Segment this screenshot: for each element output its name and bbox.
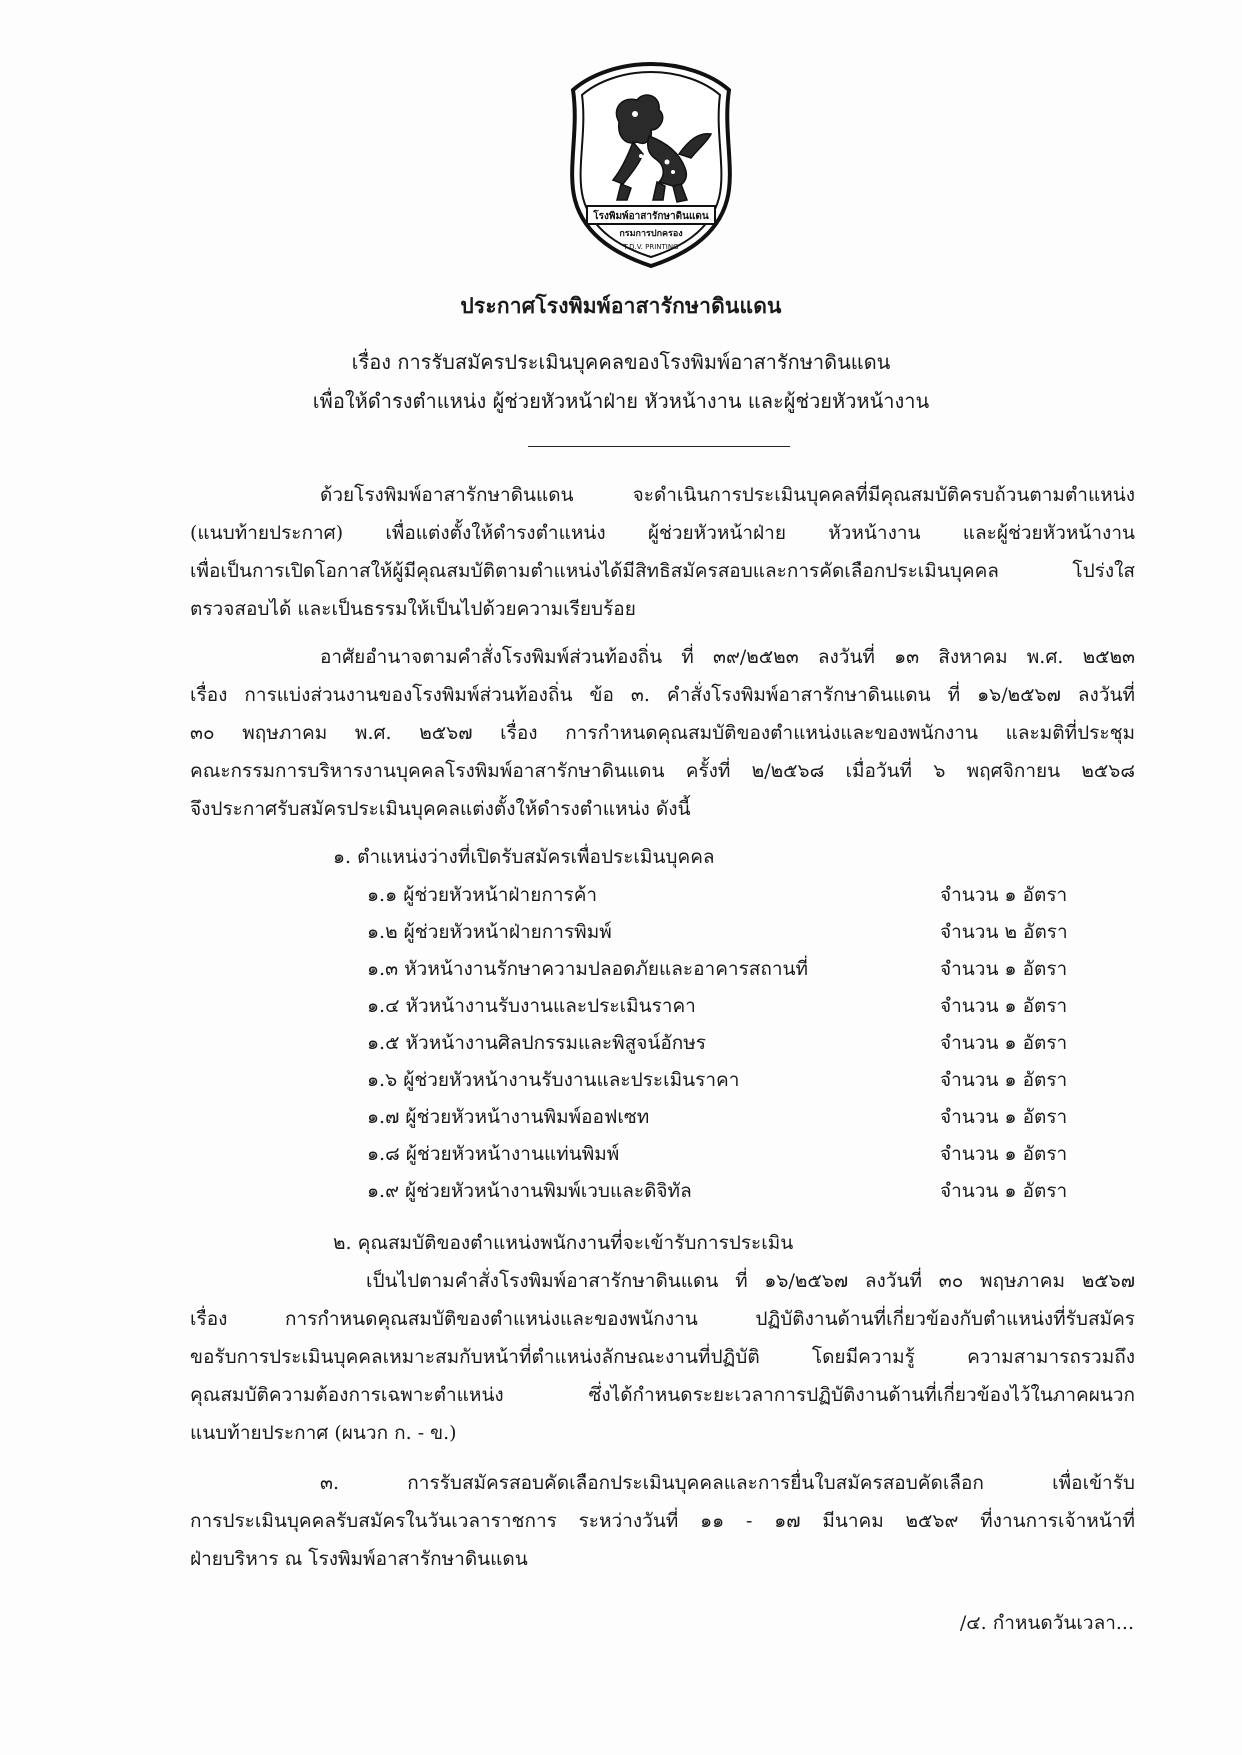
title-divider xyxy=(528,446,790,447)
vacancy-item-count: จำนวน ๒ อัตรา xyxy=(940,921,1068,943)
subject-line-1: เรื่อง การรับสมัครประเมินบุคคลของโรงพิมพ์อาสารักษาดินแดน xyxy=(351,350,891,374)
section3-line: ฝ่ายบริหาร ณ โรงพิมพ์อาสารักษาดินแดน xyxy=(190,1548,528,1570)
paragraph1-line: (แนบท้ายประกาศ) เพื่อแต่งตั้งให้ดำรงตำแหน่ง ผู้ช่วยหัวหน้าฝ่าย หัวหน้างาน และผู้ช่วยหัวหน้างาน xyxy=(190,522,1135,544)
vacancy-item-label: ๑.๙ ผู้ช่วยหัวหน้างานพิมพ์เวบและดิจิทัล xyxy=(367,1180,692,1202)
section3-line: การประเมินบุคคลรับสมัครในวันเวลาราชการ ระหว่างวันที่ ๑๑ - ๑๗ มีนาคม ๒๕๖๙ ที่งานการเจ้าหน้าที่ xyxy=(190,1510,1135,1532)
emblem-text-bottom: T.D.V. PRINTING xyxy=(623,243,679,251)
vacancy-item-label: ๑.๘ ผู้ช่วยหัวหน้างานแท่นพิมพ์ xyxy=(367,1143,620,1165)
subject-line-2: เพื่อให้ดำรงตำแหน่ง ผู้ช่วยหัวหน้าฝ่าย หัวหน้างาน และผู้ช่วยหัวหน้างาน xyxy=(312,389,930,413)
emblem-seal-icon xyxy=(561,60,741,270)
paragraph2-line: อาศัยอำนาจตามคำสั่งโรงพิมพ์ส่วนท้องถิ่น ที่ ๓๙/๒๕๒๓ ลงวันที่ ๑๓ สิงหาคม พ.ศ. ๒๕๒๓ xyxy=(320,646,1135,668)
vacancy-item-label: ๑.๓ หัวหน้างานรักษาความปลอดภัยและอาคารสถานที่ xyxy=(367,958,809,980)
section1-heading: ๑. ตำแหน่งว่างที่เปิดรับสมัครเพื่อประเมินบุคคล xyxy=(333,846,715,868)
emblem-text-top: โรงพิมพ์อาสารักษาดินแดน xyxy=(593,211,709,222)
section2-line: แนบท้ายประกาศ (ผนวก ก. - ข.) xyxy=(190,1422,457,1444)
vacancy-item-label: ๑.๖ ผู้ช่วยหัวหน้างานรับงานและประเมินราคา xyxy=(367,1069,740,1091)
vacancy-item-label: ๑.๒ ผู้ช่วยหัวหน้าฝ่ายการพิมพ์ xyxy=(367,921,612,943)
paragraph1-line: ด้วยโรงพิมพ์อาสารักษาดินแดน จะดำเนินการประเมินบุคคลที่มีคุณสมบัติครบถ้วนตามตำแหน่ง xyxy=(320,484,1135,506)
section2-line: เป็นไปตามคำสั่งโรงพิมพ์อาสารักษาดินแดน ที่ ๑๖/๒๕๖๗ ลงวันที่ ๓๐ พฤษภาคม ๒๕๖๗ xyxy=(366,1270,1135,1292)
vacancy-item-count: จำนวน ๑ อัตรา xyxy=(940,1180,1068,1202)
section2-heading: ๒. คุณสมบัติของตำแหน่งพนักงานที่จะเข้ารับการประเมิน xyxy=(333,1232,794,1254)
vacancy-item-count: จำนวน ๑ อัตรา xyxy=(940,1106,1068,1128)
vacancy-item-count: จำนวน ๑ อัตรา xyxy=(940,1143,1068,1165)
page-continuation: /๔. กำหนดวันเวลา... xyxy=(959,1612,1134,1634)
vacancy-item-label: ๑.๗ ผู้ช่วยหัวหน้างานพิมพ์ออฟเซท xyxy=(367,1106,650,1128)
paragraph1-line: เพื่อเป็นการเปิดโอกาสให้ผู้มีคุณสมบัติตามตำแหน่งได้มีสิทธิสมัครสอบและการคัดเลือกประเมินบุคคล โปร่งใส xyxy=(190,560,1135,582)
paragraph2-line: เรื่อง การแบ่งส่วนงานของโรงพิมพ์ส่วนท้องถิ่น ข้อ ๓. คำสั่งโรงพิมพ์อาสารักษาดินแดน ที่ ๑๖/๒๕๖๗ ลงวันที่ xyxy=(190,684,1135,706)
paragraph2-line: คณะกรรมการบริหารงานบุคคลโรงพิมพ์อาสารักษาดินแดน ครั้งที่ ๒/๒๕๖๘ เมื่อวันที่ ๖ พฤศจิกายน ๒๕๖๘ xyxy=(190,760,1135,782)
emblem-text-mid: กรมการปกครอง xyxy=(619,229,683,239)
section3-line: ๓. การรับสมัครสอบคัดเลือกประเมินบุคคลและการยื่นใบสมัครสอบคัดเลือก เพื่อเข้ารับ xyxy=(320,1472,1135,1494)
vacancy-item-label: ๑.๕ หัวหน้างานศิลปกรรมและพิสูจน์อักษร xyxy=(367,1032,707,1054)
paragraph2-line: จึงประกาศรับสมัครประเมินบุคคลแต่งตั้งให้ดำรงตำแหน่ง ดังนี้ xyxy=(190,798,691,820)
announcement-title: ประกาศโรงพิมพ์อาสารักษาดินแดน xyxy=(460,293,782,318)
section2-line: เรื่อง การกำหนดคุณสมบัติของตำแหน่งและของพนักงาน ปฏิบัติงานด้านที่เกี่ยวข้องกับตำแหน่งที่รับสมัคร xyxy=(190,1308,1135,1330)
vacancy-item-label: ๑.๔ หัวหน้างานรับงานและประเมินราคา xyxy=(367,995,696,1017)
vacancy-item-count: จำนวน ๑ อัตรา xyxy=(940,958,1068,980)
vacancy-item-count: จำนวน ๑ อัตรา xyxy=(940,1032,1068,1054)
vacancy-item-label: ๑.๑ ผู้ช่วยหัวหน้าฝ่ายการค้า xyxy=(367,884,598,906)
vacancy-item-count: จำนวน ๑ อัตรา xyxy=(940,995,1068,1017)
paragraph1-line: ตรวจสอบได้ และเป็นธรรมให้เป็นไปด้วยความเรียบร้อย xyxy=(190,598,636,620)
paragraph2-line: ๓๐ พฤษภาคม พ.ศ. ๒๕๖๗ เรื่อง การกำหนดคุณสมบัติของตำแหน่งและของพนักงาน และมติที่ประชุม xyxy=(190,722,1135,744)
vacancy-item-count: จำนวน ๑ อัตรา xyxy=(940,884,1068,906)
vacancy-item-count: จำนวน ๑ อัตรา xyxy=(940,1069,1068,1091)
section2-line: ขอรับการประเมินบุคคลเหมาะสมกับหน้าที่ตำแหน่งลักษณะงานที่ปฏิบัติ โดยมีความรู้ ความสามารถรวมถึง xyxy=(190,1346,1135,1368)
section2-line: คุณสมบัติความต้องการเฉพาะตำแหน่ง ซึ่งได้กำหนดระยะเวลาการปฏิบัติงานด้านที่เกี่ยวข้องไว้ในภาคผนวก xyxy=(190,1384,1135,1406)
organization-emblem xyxy=(561,60,741,270)
